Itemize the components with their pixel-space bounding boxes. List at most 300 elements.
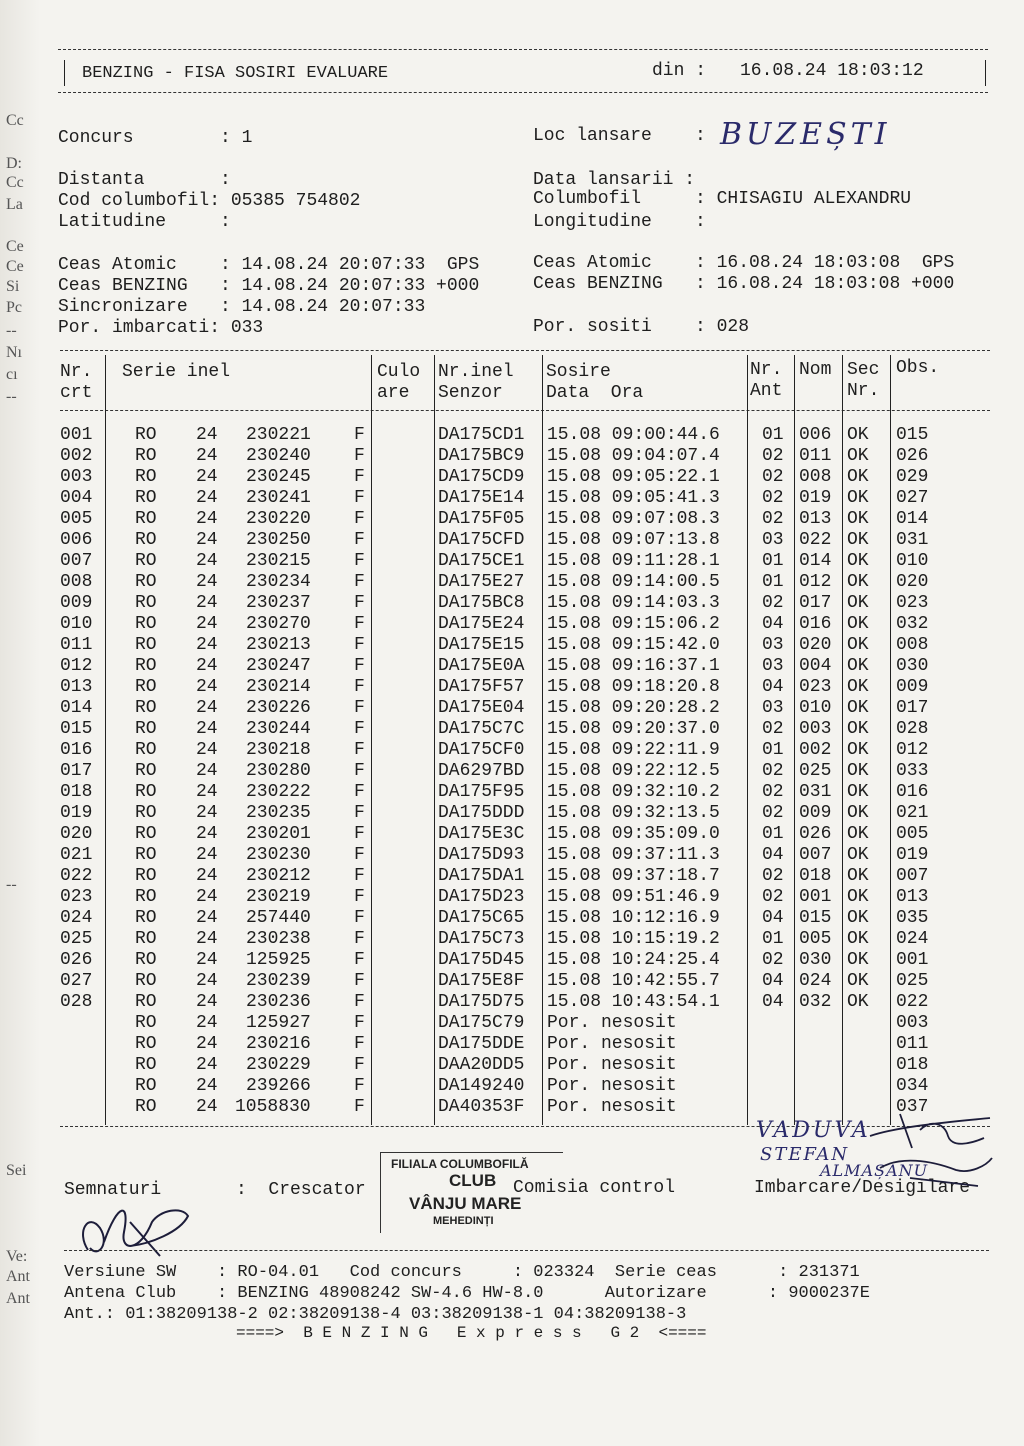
col-nrinel-2: Senzor — [438, 383, 503, 403]
row-ring: 230236 — [246, 992, 311, 1012]
edge-fragment: -- — [6, 322, 17, 339]
stamp-line-3: VÂNJU MARE — [409, 1194, 522, 1213]
edge-fragment: Si — [6, 278, 20, 295]
row-security: OK — [847, 656, 869, 676]
row-ring: 1058830 — [235, 1097, 311, 1117]
row-obs: 024 — [896, 929, 929, 949]
row-antenna: 04 — [762, 677, 784, 697]
col-nrinel-1: Nr.inel — [438, 362, 514, 382]
row-nom: 032 — [799, 992, 832, 1012]
col-culoare-2: are — [377, 383, 410, 403]
row-sensor: DA175C65 — [438, 908, 525, 928]
row-year: 24 — [196, 635, 218, 655]
din-label: din : — [652, 61, 707, 81]
row-antenna: 02 — [762, 761, 784, 781]
row-antenna: 03 — [762, 698, 784, 718]
row-country: RO — [135, 719, 157, 739]
edge-fragment: Nı — [6, 344, 22, 361]
row-ring: 230201 — [246, 824, 311, 844]
row-security: OK — [847, 593, 869, 613]
row-sex: F — [354, 1034, 365, 1054]
por-imbarcati-field: Por. imbarcati: 033 — [58, 318, 264, 338]
row-nr: 027 — [60, 971, 93, 991]
row-security: OK — [847, 509, 869, 529]
row-arrival: 15.08 09:14:03.3 — [547, 593, 720, 613]
footer-brand-line: ====> B E N Z I N G E x p r e s s G 2 <==== — [236, 1324, 707, 1342]
row-arrival: 15.08 09:05:41.3 — [547, 488, 720, 508]
row-obs: 013 — [896, 887, 929, 907]
col-culoare-1: Culo — [377, 362, 421, 382]
row-nom: 025 — [799, 761, 832, 781]
row-security: OK — [847, 719, 869, 739]
row-ring: 230241 — [246, 488, 311, 508]
row-sex: F — [354, 1013, 365, 1033]
row-nr: 021 — [60, 845, 93, 865]
row-arrival: 15.08 10:12:16.9 — [547, 908, 720, 928]
row-security: OK — [847, 467, 869, 487]
row-year: 24 — [196, 971, 218, 991]
row-nom: 019 — [799, 488, 832, 508]
row-year: 24 — [196, 824, 218, 844]
row-ring: 230213 — [246, 635, 311, 655]
edge-fragment: Sei — [6, 1162, 27, 1179]
row-sex: F — [354, 845, 365, 865]
row-year: 24 — [196, 656, 218, 676]
longitudine-field: Longitudine : — [533, 212, 706, 232]
row-sensor: DA175E14 — [438, 488, 525, 508]
row-ring: 230247 — [246, 656, 311, 676]
row-nom: 020 — [799, 635, 832, 655]
din-value: 16.08.24 18:03:12 — [740, 61, 924, 81]
row-arrival: 15.08 09:22:11.9 — [547, 740, 720, 760]
imbarcare-signatures — [860, 1108, 1000, 1192]
row-country: RO — [135, 740, 157, 760]
row-nr: 012 — [60, 656, 93, 676]
row-obs: 016 — [896, 782, 929, 802]
row-sensor: DA40353F — [438, 1097, 525, 1117]
row-obs: 027 — [896, 488, 929, 508]
row-arrival: 15.08 09:11:28.1 — [547, 551, 720, 571]
row-antenna: 03 — [762, 635, 784, 655]
row-nr: 016 — [60, 740, 93, 760]
row-sensor: DA175CFD — [438, 530, 525, 550]
row-ring: 230245 — [246, 467, 311, 487]
row-obs: 031 — [896, 530, 929, 550]
row-sensor: DA175E15 — [438, 635, 525, 655]
row-sex: F — [354, 929, 365, 949]
row-antenna: 03 — [762, 656, 784, 676]
row-obs: 028 — [896, 719, 929, 739]
col-sec-1: Sec — [847, 360, 880, 380]
row-sensor: DA175D93 — [438, 845, 525, 865]
row-year: 24 — [196, 992, 218, 1012]
row-obs: 015 — [896, 425, 929, 445]
row-country: RO — [135, 698, 157, 718]
row-ring: 257440 — [246, 908, 311, 928]
row-nom: 018 — [799, 866, 832, 886]
row-country: RO — [135, 1055, 157, 1075]
row-obs: 035 — [896, 908, 929, 928]
row-nom: 030 — [799, 950, 832, 970]
row-sex: F — [354, 614, 365, 634]
loc-lansare-handwritten: BUZEȘTI — [720, 117, 891, 152]
row-country: RO — [135, 425, 157, 445]
row-antenna: 04 — [762, 845, 784, 865]
row-security: OK — [847, 761, 869, 781]
comisia-control-label: Comisia control — [513, 1178, 676, 1198]
row-arrival: 15.08 09:20:28.2 — [547, 698, 720, 718]
row-obs: 025 — [896, 971, 929, 991]
row-sex: F — [354, 761, 365, 781]
row-nr: 019 — [60, 803, 93, 823]
row-antenna: 04 — [762, 908, 784, 928]
row-obs: 032 — [896, 614, 929, 634]
row-obs: 023 — [896, 593, 929, 613]
concurs-field: Concurs : 1 — [58, 128, 253, 148]
row-country: RO — [135, 656, 157, 676]
row-arrival: 15.08 09:07:13.8 — [547, 530, 720, 550]
row-arrival: 15.08 10:42:55.7 — [547, 971, 720, 991]
row-antenna: 04 — [762, 992, 784, 1012]
edge-fragment: Pc — [6, 299, 22, 316]
row-obs: 033 — [896, 761, 929, 781]
club-stamp — [380, 1152, 563, 1233]
row-country: RO — [135, 1034, 157, 1054]
row-ring: 230280 — [246, 761, 311, 781]
row-sensor: DA149240 — [438, 1076, 525, 1096]
row-arrival: Por. nesosit — [547, 1097, 677, 1117]
edge-fragment: -- — [6, 388, 17, 405]
row-ring: 230229 — [246, 1055, 311, 1075]
row-country: RO — [135, 971, 157, 991]
row-sensor: DA175CD9 — [438, 467, 525, 487]
row-nr: 017 — [60, 761, 93, 781]
row-arrival: 15.08 10:24:25.4 — [547, 950, 720, 970]
row-security: OK — [847, 803, 869, 823]
ceas-atomic-end: Ceas Atomic : 16.08.24 18:03:08 GPS — [533, 253, 955, 273]
row-year: 24 — [196, 530, 218, 550]
row-arrival: Por. nesosit — [547, 1055, 677, 1075]
row-country: RO — [135, 593, 157, 613]
row-year: 24 — [196, 698, 218, 718]
row-security: OK — [847, 740, 869, 760]
row-country: RO — [135, 1076, 157, 1096]
row-obs: 008 — [896, 635, 929, 655]
row-antenna: 01 — [762, 824, 784, 844]
footer-top-rule — [64, 1250, 989, 1251]
row-sensor: DA175F57 — [438, 677, 525, 697]
row-arrival: 15.08 09:16:37.1 — [547, 656, 720, 676]
row-sex: F — [354, 425, 365, 445]
row-sensor: DA175E3C — [438, 824, 525, 844]
row-security: OK — [847, 530, 869, 550]
row-sex: F — [354, 866, 365, 886]
row-country: RO — [135, 614, 157, 634]
stamp-line-1: FILIALA COLUMBOFILĂ — [391, 1157, 529, 1171]
row-arrival: 15.08 09:32:13.5 — [547, 803, 720, 823]
row-year: 24 — [196, 887, 218, 907]
row-country: RO — [135, 551, 157, 571]
row-arrival: Por. nesosit — [547, 1013, 677, 1033]
row-year: 24 — [196, 719, 218, 739]
row-nom: 013 — [799, 509, 832, 529]
row-country: RO — [135, 509, 157, 529]
col-nom: Nom — [799, 360, 832, 380]
row-ring: 230221 — [246, 425, 311, 445]
row-country: RO — [135, 1013, 157, 1033]
row-nom: 017 — [799, 593, 832, 613]
row-year: 24 — [196, 509, 218, 529]
edge-fragment: Ce — [6, 238, 24, 255]
row-sensor: DA175C79 — [438, 1013, 525, 1033]
row-nr: 008 — [60, 572, 93, 592]
sincronizare-field: Sincronizare : 14.08.24 20:07:33 — [58, 297, 426, 317]
row-country: RO — [135, 488, 157, 508]
table-head-top-rule — [60, 350, 990, 351]
row-nr: 020 — [60, 824, 93, 844]
edge-fragment: Ve: — [6, 1248, 28, 1265]
row-security: OK — [847, 425, 869, 445]
row-ring: 230244 — [246, 719, 311, 739]
row-obs: 012 — [896, 740, 929, 760]
row-ring: 230218 — [246, 740, 311, 760]
row-sex: F — [354, 698, 365, 718]
row-antenna: 04 — [762, 971, 784, 991]
row-nom: 014 — [799, 551, 832, 571]
table-head-bottom-rule — [60, 410, 990, 411]
row-ring: 125927 — [246, 1013, 311, 1033]
row-security: OK — [847, 971, 869, 991]
row-sensor: DA175CF0 — [438, 740, 525, 760]
row-nom: 009 — [799, 803, 832, 823]
row-security: OK — [847, 992, 869, 1012]
row-year: 24 — [196, 908, 218, 928]
row-nom: 016 — [799, 614, 832, 634]
header-bottom-rule — [58, 92, 988, 93]
row-sensor: DA175C7C — [438, 719, 525, 739]
row-sex: F — [354, 908, 365, 928]
row-obs: 019 — [896, 845, 929, 865]
row-ring: 230216 — [246, 1034, 311, 1054]
row-nr: 013 — [60, 677, 93, 697]
row-ring: 230226 — [246, 698, 311, 718]
row-obs: 034 — [896, 1076, 929, 1096]
row-obs: 005 — [896, 824, 929, 844]
row-arrival: 15.08 09:37:18.7 — [547, 866, 720, 886]
row-arrival: 15.08 10:15:19.2 — [547, 929, 720, 949]
row-obs: 014 — [896, 509, 929, 529]
row-security: OK — [847, 635, 869, 655]
col-divider-serie — [371, 355, 372, 1125]
document-title: BENZING - FISA SOSIRI EVALUARE — [82, 64, 389, 83]
row-sex: F — [354, 677, 365, 697]
row-sex: F — [354, 1076, 365, 1096]
row-antenna: 02 — [762, 803, 784, 823]
row-country: RO — [135, 887, 157, 907]
row-nr: 003 — [60, 467, 93, 487]
loc-lansare-field: Loc lansare : — [533, 126, 706, 146]
row-country: RO — [135, 950, 157, 970]
header-top-rule — [58, 49, 988, 50]
row-country: RO — [135, 866, 157, 886]
row-nr: 011 — [60, 635, 93, 655]
row-sensor: DA175E27 — [438, 572, 525, 592]
row-sensor: DA175CD1 — [438, 425, 525, 445]
row-sensor: DA175C73 — [438, 929, 525, 949]
row-country: RO — [135, 992, 157, 1012]
row-security: OK — [847, 845, 869, 865]
row-nom: 010 — [799, 698, 832, 718]
row-antenna: 02 — [762, 950, 784, 970]
stamp-line-2: CLUB — [449, 1171, 497, 1190]
row-nr: 004 — [60, 488, 93, 508]
row-security: OK — [847, 887, 869, 907]
row-nom: 012 — [799, 572, 832, 592]
row-obs: 037 — [896, 1097, 929, 1117]
row-nr: 014 — [60, 698, 93, 718]
row-obs: 020 — [896, 572, 929, 592]
edge-fragment: -- — [6, 876, 17, 893]
row-ring: 230230 — [246, 845, 311, 865]
row-nr: 023 — [60, 887, 93, 907]
col-divider-nom — [842, 355, 843, 1125]
row-country: RO — [135, 635, 157, 655]
imbarcare-label: Imbarcare/Desigilare — [754, 1178, 971, 1198]
row-sensor: DA175CE1 — [438, 551, 525, 571]
row-nr: 005 — [60, 509, 93, 529]
row-year: 24 — [196, 572, 218, 592]
row-arrival: 15.08 09:20:37.0 — [547, 719, 720, 739]
crescator-label: : Crescator — [236, 1180, 366, 1200]
row-year: 24 — [196, 761, 218, 781]
row-arrival: 15.08 09:37:11.3 — [547, 845, 720, 865]
edge-fragment: La — [6, 196, 23, 213]
row-arrival: 15.08 09:00:44.6 — [547, 425, 720, 445]
row-security: OK — [847, 614, 869, 634]
row-ring: 125925 — [246, 950, 311, 970]
row-year: 24 — [196, 866, 218, 886]
row-sensor: DAA20DD5 — [438, 1055, 525, 1075]
row-country: RO — [135, 845, 157, 865]
handwritten-name-3: ALMAȘANU — [820, 1161, 929, 1180]
ceas-benzing-end: Ceas BENZING : 16.08.24 18:03:08 +000 — [533, 274, 955, 294]
row-nr: 018 — [60, 782, 93, 802]
row-security: OK — [847, 446, 869, 466]
data-lansarii-field: Data lansarii : — [533, 170, 696, 190]
row-nr: 024 — [60, 908, 93, 928]
row-arrival: 15.08 09:14:00.5 — [547, 572, 720, 592]
edge-fragment: Ant — [6, 1268, 30, 1285]
col-divider-senzor — [542, 355, 543, 1125]
row-year: 24 — [196, 1013, 218, 1033]
ceas-atomic-start: Ceas Atomic : 14.08.24 20:07:33 GPS — [58, 255, 480, 275]
row-antenna: 02 — [762, 887, 784, 907]
row-sex: F — [354, 824, 365, 844]
row-antenna: 02 — [762, 782, 784, 802]
row-arrival: 15.08 09:32:10.2 — [547, 782, 720, 802]
row-year: 24 — [196, 551, 218, 571]
row-year: 24 — [196, 425, 218, 445]
edge-fragment: Cc — [6, 112, 24, 129]
row-country: RO — [135, 467, 157, 487]
row-nr: 028 — [60, 992, 93, 1012]
row-antenna: 01 — [762, 572, 784, 592]
row-antenna: 01 — [762, 740, 784, 760]
row-sensor: DA175F95 — [438, 782, 525, 802]
row-arrival: 15.08 09:05:22.1 — [547, 467, 720, 487]
col-divider-sosire — [747, 355, 748, 1125]
row-nom: 008 — [799, 467, 832, 487]
row-year: 24 — [196, 1076, 218, 1096]
ceas-benzing-start: Ceas BENZING : 14.08.24 20:07:33 +000 — [58, 276, 480, 296]
col-divider-sec — [890, 355, 891, 1125]
row-antenna: 02 — [762, 593, 784, 613]
distanta-field: Distanta : — [58, 170, 231, 190]
row-arrival: 15.08 09:18:20.8 — [547, 677, 720, 697]
col-sosire-1: Sosire — [546, 362, 611, 382]
row-antenna: 02 — [762, 509, 784, 529]
row-ring: 230240 — [246, 446, 311, 466]
row-nr: 015 — [60, 719, 93, 739]
row-security: OK — [847, 908, 869, 928]
col-divider-ant — [794, 355, 795, 1125]
col-sec-2: Nr. — [847, 381, 880, 401]
row-nr: 026 — [60, 950, 93, 970]
row-nom: 024 — [799, 971, 832, 991]
col-nr-2: crt — [60, 383, 93, 403]
row-nr: 001 — [60, 425, 93, 445]
row-obs: 022 — [896, 992, 929, 1012]
handwritten-name-2: STEFAN — [760, 1144, 850, 1165]
row-sex: F — [354, 656, 365, 676]
latitudine-field: Latitudine : — [58, 212, 231, 232]
columbofil-field: Columbofil : CHISAGIU ALEXANDRU — [533, 189, 912, 209]
row-arrival: 15.08 09:22:12.5 — [547, 761, 720, 781]
row-country: RO — [135, 782, 157, 802]
row-year: 24 — [196, 740, 218, 760]
row-sex: F — [354, 509, 365, 529]
row-ring: 239266 — [246, 1076, 311, 1096]
row-year: 24 — [196, 929, 218, 949]
row-ring: 230214 — [246, 677, 311, 697]
row-sensor: DA175E04 — [438, 698, 525, 718]
edge-fragment: cı — [6, 366, 18, 383]
col-sosire-2: Data Ora — [546, 383, 644, 403]
row-nom: 022 — [799, 530, 832, 550]
row-security: OK — [847, 866, 869, 886]
row-sensor: DA175D23 — [438, 887, 525, 907]
edge-fragment: Ce — [6, 258, 24, 275]
row-sensor: DA175BC9 — [438, 446, 525, 466]
row-antenna: 01 — [762, 929, 784, 949]
row-security: OK — [847, 677, 869, 697]
row-sensor: DA175E0A — [438, 656, 525, 676]
row-year: 24 — [196, 677, 218, 697]
row-sex: F — [354, 551, 365, 571]
stamp-line-4: MEHEDINȚI — [433, 1215, 494, 1227]
adjacent-page-edge — [0, 0, 40, 1446]
row-sensor: DA6297BD — [438, 761, 525, 781]
row-country: RO — [135, 929, 157, 949]
row-security: OK — [847, 551, 869, 571]
footer-line-1: Versiune SW : RO-04.01 Cod concurs : 023324 Serie ceas : 231371 — [64, 1263, 860, 1282]
row-security: OK — [847, 488, 869, 508]
row-nom: 011 — [799, 446, 832, 466]
row-country: RO — [135, 761, 157, 781]
edge-fragment: Cc — [6, 174, 24, 191]
col-serie-inel: Serie inel — [122, 362, 231, 382]
row-sensor: DA175DDD — [438, 803, 525, 823]
